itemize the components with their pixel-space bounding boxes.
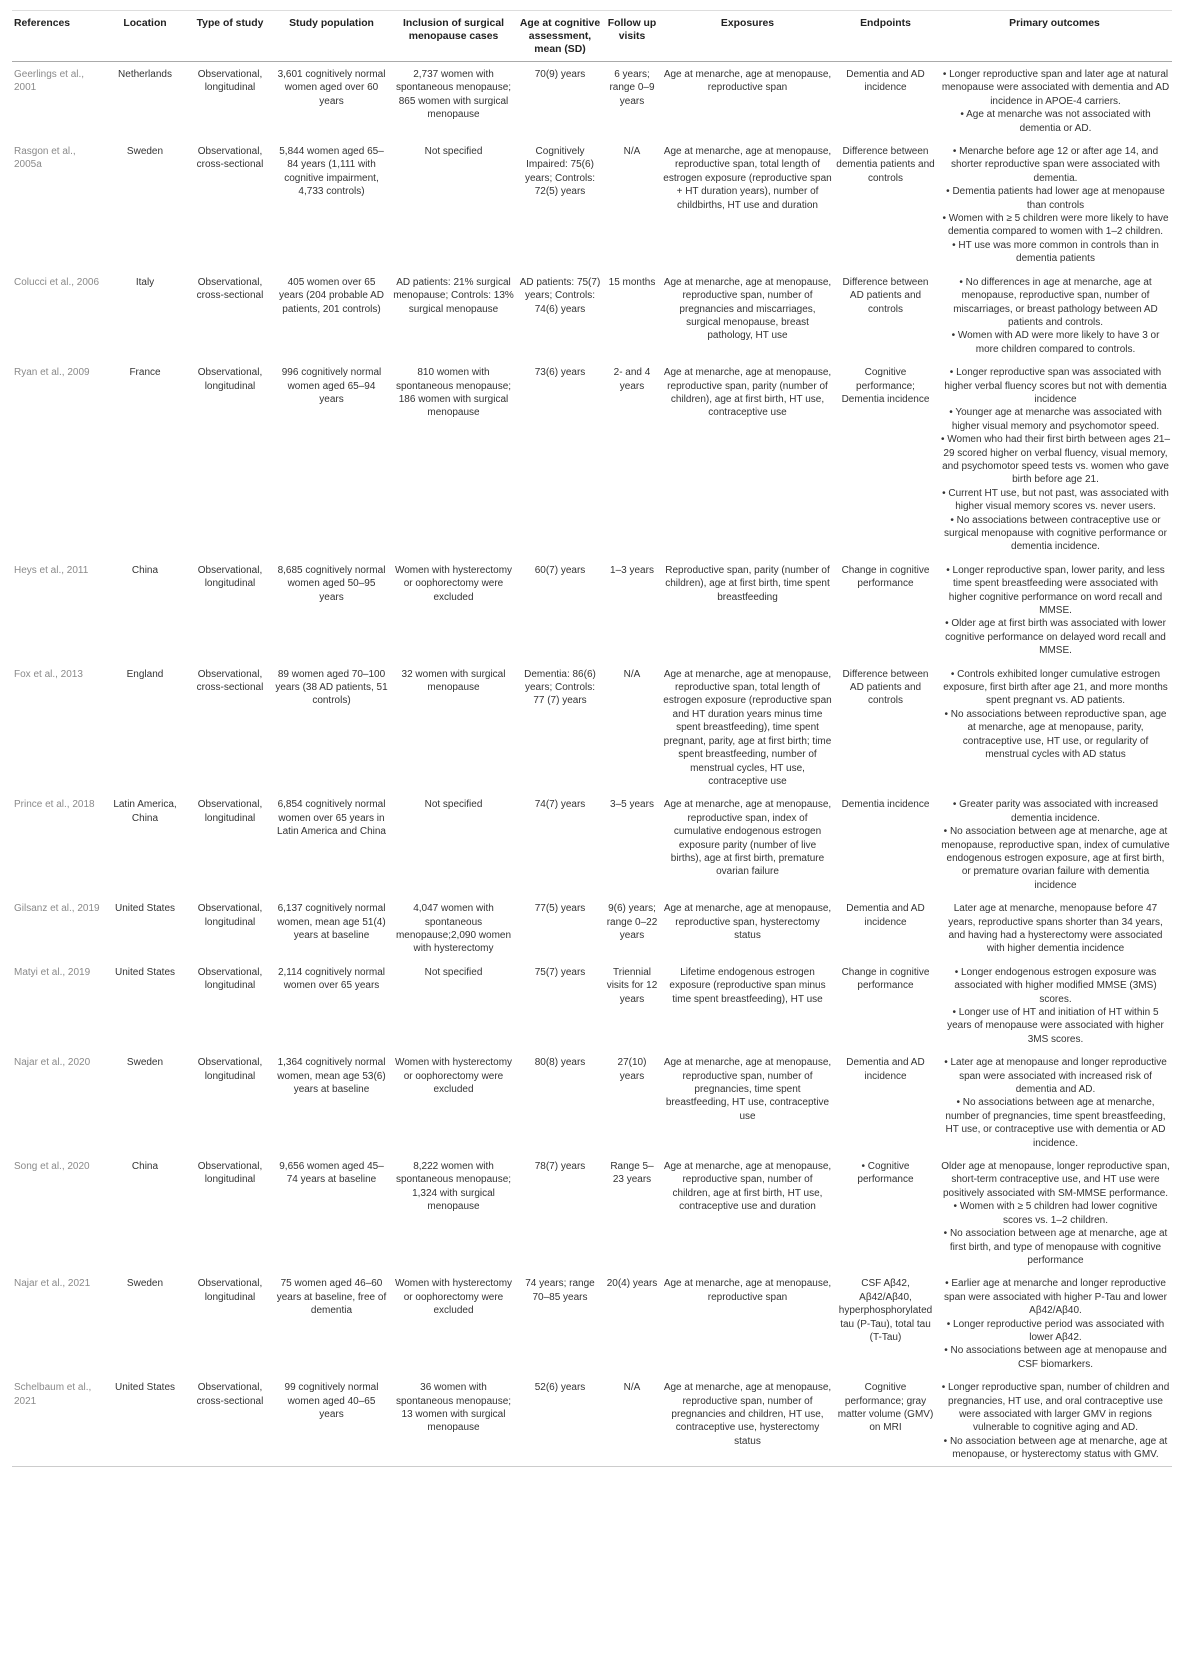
age-cell: 74 years; range 70–85 years [525, 1278, 595, 1303]
location-cell: United States [114, 966, 176, 978]
table-row [12, 270, 1172, 360]
exposures-cell: Age at menarche, age at menopause, reproductive span [663, 1278, 832, 1303]
population-cell: 3,601 cognitively normal women aged over 60 years [277, 69, 386, 107]
reference-cell: Song et al., 2020 [14, 1161, 90, 1173]
outcome-item: • Older age at first birth was associated with lower cognitive performance on delayed word recall and MMSE. [945, 618, 1166, 657]
outcome-item: • Longer use of HT and initiation of HT within 5 years of menopause were associated with higher 3MS scores. [947, 1007, 1164, 1045]
table-row [12, 1154, 1172, 1271]
study-type-cell: Observational, longitudinal [197, 799, 263, 824]
outcome-item: • Menarche before age 12 or after age 14, and shorter reproductive span were associated with dementia. [951, 146, 1160, 184]
endpoints-cell: Dementia incidence [841, 799, 930, 811]
follow-up-cell: 15 months [608, 276, 656, 288]
location-cell: Italy [135, 276, 155, 288]
outcome-item: • No associations between age at menopause and CSF biomarkers. [944, 1345, 1167, 1370]
study-type-cell: Observational, longitudinal [197, 1161, 263, 1186]
population-cell: 2,114 cognitively normal women over 65 years [277, 966, 386, 992]
outcome-item: • Controls exhibited longer cumulative estrogen exposure, first birth after age 21, and more months spent pregnant vs. AD patients. [943, 668, 1168, 707]
age-cell: 80(8) years [534, 1057, 586, 1069]
age-cell: 75(7) years [534, 966, 586, 978]
study-type-cell: Observational, longitudinal [197, 69, 263, 94]
location-cell: England [126, 668, 164, 680]
reference-cell: Matyi et al., 2019 [14, 966, 91, 978]
outcome-item: • Dementia patients had lower age at menopause than controls [946, 186, 1165, 211]
outcomes-cell [937, 139, 1172, 270]
reference-cell: Najar et al., 2020 [14, 1057, 91, 1069]
exposures-cell: Age at menarche, age at menopause, reproductive span, hysterectomy status [663, 903, 832, 941]
outcome-item: • Longer reproductive span, lower parity, and less time spent breastfeeding were associated with higher cognitive performance on word recall and MMSE. [946, 564, 1165, 617]
study-type-cell: Observational, cross-sectional [196, 668, 264, 694]
table-row [12, 1375, 1172, 1466]
header-surgical-menopause: Inclusion of surgical menopause cases [390, 11, 517, 62]
surgical-menopause-cell: 810 women with spontaneous menopause; 186 women with surgical menopause [395, 367, 512, 419]
study-type-cell: Observational, longitudinal [197, 564, 263, 590]
header-follow-up: Follow up visits [603, 11, 661, 62]
follow-up-cell: N/A [623, 146, 641, 158]
study-type-cell: Observational, longitudinal [197, 966, 263, 992]
age-cell: AD patients: 75(7) years; Controls: 74(6) years [519, 276, 601, 315]
location-cell: United States [114, 903, 176, 915]
population-cell: 6,137 cognitively normal women, mean age 51(4) years at baseline [277, 903, 386, 941]
endpoints-cell: Change in cognitive performance [841, 966, 930, 992]
reference-cell: Prince et al., 2018 [14, 799, 95, 811]
exposures-cell: Age at menarche, age at menopause, reproductive span, number of pregnancies, time spent breastfeeding, HT use, contraceptive use [663, 1057, 832, 1122]
outcome-item: Later age at menarche, menopause before 47 years, reproductive spans shorter than 34 years, and having had a hysterectomy were associated with higher dementia incidence [948, 903, 1163, 955]
outcome-item: • Greater parity was associated with increased dementia incidence. [952, 799, 1159, 824]
table-row [12, 139, 1172, 270]
outcomes-cell [937, 1154, 1172, 1271]
surgical-menopause-cell: 2,737 women with spontaneous menopause; 865 women with surgical menopause [395, 69, 512, 121]
outcomes-cell [937, 62, 1172, 140]
header-study-population: Study population [273, 11, 390, 62]
outcome-item: • Longer endogenous estrogen exposure was associated with higher modified MMSE (3MS) scores. [954, 966, 1157, 1005]
table-row [12, 896, 1172, 960]
outcomes-cell [937, 270, 1172, 360]
reference-cell: Gilsanz et al., 2019 [14, 903, 100, 915]
exposures-cell: Reproductive span, parity (number of children), age at first birth, time spent breastfeeding [665, 564, 830, 603]
table-row [12, 960, 1172, 1050]
follow-up-cell: 2- and 4 years [613, 367, 651, 392]
outcome-item: • Younger age at menarche was associated with higher visual memory and psychomotor speed. [949, 407, 1162, 432]
follow-up-cell: 6 years; range 0–9 years [609, 69, 655, 107]
table-row [12, 1271, 1172, 1375]
surgical-menopause-cell: 36 women with spontaneous menopause; 13 women with surgical menopause [390, 1375, 517, 1466]
age-cell: 70(9) years [534, 69, 586, 80]
outcome-item: • No associations between reproductive span, age at menarche, age at menopause, parity, contraceptive use, HT use, or regularity of menstrual cycles with AD status [944, 708, 1167, 761]
population-cell: 996 cognitively normal women aged 65–94 years [281, 367, 382, 405]
population-cell: 6,854 cognitively normal women over 65 years in Latin America and China [277, 799, 386, 838]
exposures-cell: Age at menarche, age at menopause, reproductive span, number of pregnancies and children, HT use, contraceptive use, hysterectomy status [661, 1375, 834, 1466]
follow-up-cell: 20(4) years [606, 1278, 658, 1290]
population-cell: 99 cognitively normal women aged 40–65 years [273, 1375, 390, 1466]
study-type-cell: Observational, longitudinal [197, 367, 263, 392]
exposures-cell: Age at menarche, age at menopause, reproductive span, total length of estrogen exposure (reproductive span and HT duration years minus time spent breastfeeding), time spent pregnant, parity, age at first birth; time spent breastfeeding, number of menstrual cycles, HT use, contraceptive use [663, 668, 832, 787]
outcomes-cell [937, 960, 1172, 1050]
endpoints-cell: Dementia and AD incidence [846, 1057, 925, 1082]
exposures-cell: Age at menarche, age at menopause, reproductive span, index of cumulative endogenous estrogen exposure parity (number of live births), age at first birth, premature ovarian failure [663, 799, 832, 878]
outcomes-cell [937, 1050, 1172, 1154]
reference-cell: Ryan et al., 2009 [14, 367, 90, 379]
study-type-cell: Observational, cross-sectional [196, 276, 264, 302]
location-cell: Netherlands [118, 69, 172, 80]
age-cell: 77(5) years [534, 903, 586, 915]
exposures-cell: Age at menarche, age at menopause, reproductive span, parity (number of children), age at first birth, HT use, contraceptive use [663, 367, 832, 419]
surgical-menopause-cell: Not specified [424, 799, 483, 811]
header-primary-outcomes: Primary outcomes [937, 11, 1172, 62]
age-cell: 52(6) years [517, 1375, 603, 1466]
outcome-item: • No associations between contraceptive use or surgical menopause with cognitive performance or dementia incidence. [944, 514, 1167, 553]
follow-up-cell: N/A [603, 1375, 661, 1466]
endpoints-cell: Dementia and AD incidence [846, 903, 925, 928]
endpoints-cell: CSF Aβ42, Aβ42/Aβ40, hyperphosphorylated tau (P-Tau), total tau (T-Tau) [838, 1278, 933, 1343]
surgical-menopause-cell: Women with hysterectomy or oophorectomy were excluded [394, 1278, 513, 1317]
outcome-item: • HT use was more common in controls than in dementia patients [952, 239, 1159, 265]
outcomes-cell [937, 1375, 1172, 1466]
reference-cell: Fox et al., 2013 [14, 668, 83, 680]
reference-cell: Colucci et al., 2006 [14, 276, 100, 288]
endpoints-cell: Difference between AD patients and controls [842, 276, 929, 315]
location-cell: Sweden [126, 1057, 164, 1069]
outcome-item: • Longer reproductive span and later age at natural menopause were associated with dementia and AD incidence in APOE-4 carriers. [941, 69, 1170, 107]
header-endpoints: Endpoints [834, 11, 937, 62]
location-cell: United States [103, 1375, 187, 1466]
study-type-cell: Observational, cross-sectional [187, 1375, 273, 1466]
header-references: References [12, 11, 103, 62]
reference-cell: Heys et al., 2011 [14, 564, 89, 576]
endpoints-cell: • Cognitive performance [857, 1161, 914, 1186]
study-type-cell: Observational, longitudinal [197, 903, 263, 928]
exposures-cell: Age at menarche, age at menopause, reproductive span, number of children, age at first birth, HT use, contraceptive use and duration [663, 1161, 832, 1213]
study-type-cell: Observational, longitudinal [197, 1278, 263, 1303]
header-exposures: Exposures [661, 11, 834, 62]
outcome-item: • Age at menarche was not associated with dementia or AD. [960, 109, 1151, 134]
endpoints-cell: Change in cognitive performance [841, 564, 930, 590]
surgical-menopause-cell: Not specified [424, 146, 483, 158]
age-cell: Dementia: 86(6) years; Controls: 77 (7) years [524, 668, 596, 707]
outcome-item: • Current HT use, but not past, was associated with higher visual memory scores vs. never users. [942, 487, 1169, 513]
follow-up-cell: 1–3 years [610, 564, 654, 576]
reference-cell: Schelbaum et al., 2021 [12, 1375, 103, 1466]
endpoints-cell: Dementia and AD incidence [846, 69, 925, 94]
table-body [12, 62, 1172, 1467]
outcomes-cell [937, 1271, 1172, 1375]
location-cell: France [129, 367, 161, 379]
outcome-item: • No associations between age at menarche, number of pregnancies, time spent breastfeeding, HT use, or contraceptive use with dementia or AD incidence. [945, 1097, 1166, 1149]
table-row [12, 62, 1172, 140]
outcome-item: • Women who had their first birth between ages 21–29 scored higher on verbal fluency, visual memory, and psychomotor speed tests vs. women who gave birth before age 21. [941, 434, 1170, 486]
reference-cell: Rasgon et al., 2005a [14, 146, 76, 171]
outcome-item: • Women with ≥ 5 children had lower cognitive scores vs. 1–2 children. [953, 1201, 1158, 1226]
age-cell: 78(7) years [534, 1161, 586, 1173]
reference-cell: Geerlings et al., 2001 [14, 69, 85, 94]
header-location: Location [103, 11, 187, 62]
age-cell: 73(6) years [534, 367, 586, 379]
exposures-cell: Age at menarche, age at menopause, reproductive span, number of pregnancies and miscarriages, surgical menopause, breast pathology, HT use [663, 276, 832, 342]
study-type-cell: Observational, longitudinal [197, 1057, 263, 1082]
location-cell: Sweden [126, 146, 164, 158]
surgical-menopause-cell: Women with hysterectomy or oophorectomy were excluded [394, 1057, 513, 1096]
exposures-cell: Age at menarche, age at menopause, reproductive span, total length of estrogen exposure (reproductive span + HT duration years), number of childbirths, HT use and duration [663, 146, 832, 211]
surgical-menopause-cell: AD patients: 21% surgical menopause; Controls: 13% surgical menopause [393, 276, 514, 315]
outcome-item: • Later age at menopause and longer reproductive span were associated with increased risk of dementia and AD. [944, 1057, 1167, 1096]
studies-table [12, 10, 1172, 1467]
table-row [12, 558, 1172, 662]
table-row [12, 792, 1172, 896]
outcomes-cell [937, 792, 1172, 896]
outcome-item: • Women with AD were more likely to have 3 or more children compared to controls. [951, 330, 1160, 355]
header-row [12, 11, 1172, 62]
endpoints-cell: Cognitive performance; Dementia incidence [841, 367, 930, 405]
follow-up-cell: Range 5–23 years [610, 1161, 654, 1186]
follow-up-cell: Triennial visits for 12 years [606, 966, 658, 1005]
outcome-item: • No association between age at menarche, age at menopause, reproductive span, index of cumulative endogenous estrogen exposure, age at first birth, or premature ovarian failure with dementia incidence [941, 826, 1170, 891]
endpoints-cell: Difference between AD patients and controls [842, 668, 929, 707]
outcome-item: • Longer reproductive period was associated with lower Aβ42. [946, 1318, 1165, 1343]
table-row [12, 360, 1172, 558]
age-cell: Cognitively Impaired: 75(6) years; Controls: 72(5) years [524, 146, 596, 198]
study-type-cell: Observational, cross-sectional [196, 146, 264, 171]
header-type-of-study: Type of study [187, 11, 273, 62]
endpoints-cell: Cognitive performance; gray matter volume (GMV) on MRI [834, 1375, 937, 1466]
table-row [12, 662, 1172, 793]
population-cell: 89 women aged 70–100 years (38 AD patients, 51 controls) [275, 668, 388, 707]
population-cell: 75 women aged 46–60 years at baseline, free of dementia [276, 1278, 387, 1317]
outcome-item: • No association between age at menarche, age at menopause, or hysterectomy status with GMV. [943, 1435, 1168, 1461]
outcome-item: • Earlier age at menarche and longer reproductive span were associated with higher P-Tau and lower Aβ42/Aβ40. [944, 1278, 1167, 1317]
outcome-item: • Longer reproductive span was associated with higher verbal fluency scores but not with dementia incidence [944, 367, 1167, 405]
header-age-at-assessment: Age at cognitive assessment, mean (SD) [517, 11, 603, 62]
table-row [12, 1050, 1172, 1154]
outcomes-cell [937, 896, 1172, 960]
outcome-item: Older age at menopause, longer reproductive span, short-term contraceptive use, and HT use were positively associated with SM-MMSE performance. [941, 1161, 1170, 1199]
reference-cell: Najar et al., 2021 [14, 1278, 91, 1290]
outcomes-cell [937, 360, 1172, 558]
exposures-cell: Lifetime endogenous estrogen exposure (reproductive span minus time spent breastfeeding), HT use [669, 966, 826, 1005]
outcome-item: • No differences in age at menarche, age at menopause, reproductive span, number of miscarriages, or breast pathology between AD patients and controls. [953, 276, 1158, 328]
location-cell: Latin America, China [113, 799, 177, 824]
population-cell: 405 women over 65 years (204 probable AD patients, 201 controls) [278, 276, 385, 315]
outcome-item: • Women with ≥ 5 children were more likely to have dementia compared to women with 1–2 children. [942, 213, 1169, 238]
follow-up-cell: 3–5 years [610, 799, 654, 811]
outcomes-cell [937, 662, 1172, 793]
population-cell: 9,656 women aged 45–74 years at baseline [279, 1161, 384, 1186]
population-cell: 5,844 women aged 65–84 years (1,111 with cognitive impairment, 4,733 controls) [279, 146, 384, 198]
outcome-item: • Longer reproductive span, number of children and pregnancies, HT use, and oral contraceptive use were associated with larger GMV in regions vulnerable to cognitive aging and AD. [941, 1382, 1170, 1434]
outcomes-cell [937, 558, 1172, 662]
age-cell: 60(7) years [534, 564, 586, 576]
age-cell: 74(7) years [534, 799, 586, 811]
follow-up-cell: 9(6) years; range 0–22 years [606, 903, 658, 941]
surgical-menopause-cell: 32 women with surgical menopause [401, 668, 506, 694]
endpoints-cell: Difference between dementia patients and controls [836, 146, 935, 184]
follow-up-cell: N/A [623, 668, 641, 680]
exposures-cell: Age at menarche, age at menopause, reproductive span [663, 69, 832, 94]
population-cell: 8,685 cognitively normal women aged 50–95 years [277, 564, 386, 603]
surgical-menopause-cell: Women with hysterectomy or oophorectomy were excluded [394, 564, 513, 603]
population-cell: 1,364 cognitively normal women, mean age 53(6) years at baseline [277, 1057, 386, 1096]
follow-up-cell: 27(10) years [617, 1057, 647, 1082]
surgical-menopause-cell: Not specified [424, 966, 483, 978]
surgical-menopause-cell: 4,047 women with spontaneous menopause;2,090 women with hysterectomy [395, 903, 512, 955]
location-cell: China [131, 564, 159, 576]
surgical-menopause-cell: 8,222 women with spontaneous menopause; 1,324 with surgical menopause [395, 1161, 512, 1213]
location-cell: China [131, 1161, 159, 1173]
location-cell: Sweden [126, 1278, 164, 1290]
outcome-item: • No association between age at menarche, age at first birth, and type of menopause with cognitive performance [943, 1228, 1168, 1266]
